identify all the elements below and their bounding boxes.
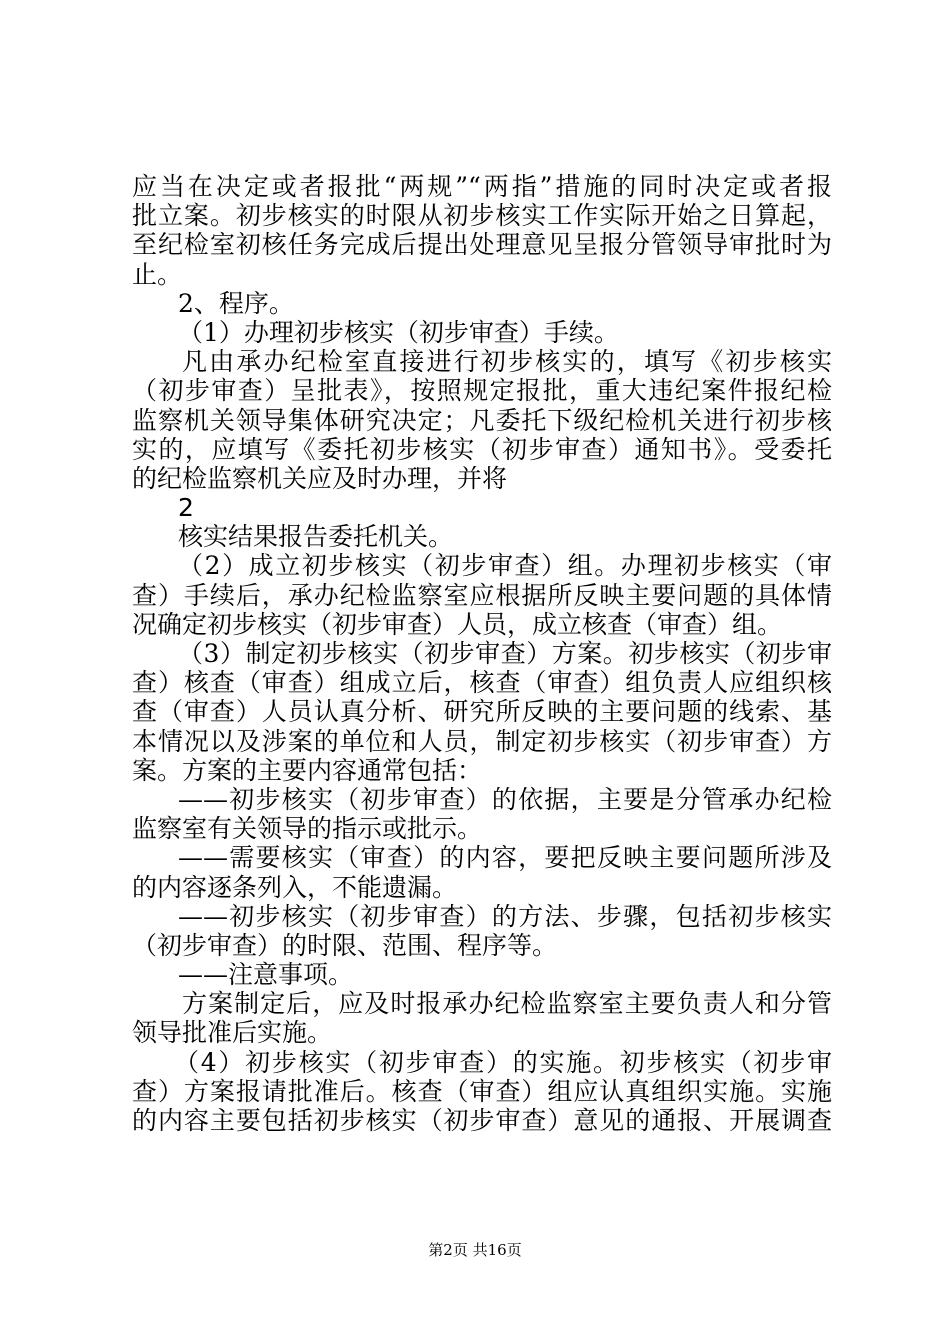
text-line: （初步审查）的时限、范围、程序等。 xyxy=(132,930,558,960)
text-line: ——初步核实（初步审查）的方法、步骤，包括初步核实 xyxy=(178,901,832,931)
text-line: 批立案。初步核实的时限从初步核实工作实际开始之日算起， xyxy=(132,201,832,231)
text-line: 凡由承办纪检室直接进行初步核实的，填写《初步核实 xyxy=(182,347,832,377)
subsection-heading: （1）办理初步核实（初步审查）手续。 xyxy=(178,317,619,347)
page-footer: 第2页 共16页 xyxy=(428,1241,522,1259)
text-line: 查）核查（审查）组成立后，核查（审查）组负责人应组织核 xyxy=(132,668,832,698)
text-line: 方案制定后，应及时报承办纪检监察室主要负责人和分管 xyxy=(182,989,832,1019)
inline-page-number: 2 xyxy=(178,493,194,523)
text-line: 监察机关领导集体研究决定；凡委托下级纪检机关进行初步核 xyxy=(132,405,832,435)
text-line: 止。 xyxy=(132,259,183,289)
text-line: 的内容主要包括初步核实（初步审查）意见的通报、开展调查 xyxy=(132,1106,832,1135)
text-line: （初步审查）呈批表》，按照规定报批，重大违纪案件报纪检 xyxy=(132,376,832,406)
text-line: ——需要核实（审查）的内容，要把反映主要问题所涉及 xyxy=(178,843,832,873)
text-line: （4）初步核实（初步审查）的实施。初步核实（初步审 xyxy=(174,1047,832,1077)
text-line: 监察室有关领导的指示或批示。 xyxy=(132,814,483,844)
text-line: 本情况以及涉案的单位和人员，制定初步核实（初步审查）方 xyxy=(132,726,832,756)
section-heading: 2、程序。 xyxy=(178,288,294,318)
text-line: 案。方案的主要内容通常包括： xyxy=(132,755,483,785)
text-line: 核实结果报告委托机关。 xyxy=(178,522,454,552)
document-body xyxy=(132,172,832,1135)
text-line: 查）手续后，承办纪检监察室应根据所反映主要问题的具体情 xyxy=(132,580,832,610)
text-line: 领导批准后实施。 xyxy=(132,1018,333,1048)
text-line: 查）方案报请批准后。核查（审查）组应认真组织实施。实施 xyxy=(132,1076,832,1106)
text-line: 的内容逐条列入，不能遗漏。 xyxy=(132,872,458,902)
text-line: （3）制定初步核实（初步审查）方案。初步核实（初步审 xyxy=(178,639,832,668)
text-line: ——注意事项。 xyxy=(178,960,354,990)
text-line: （2）成立初步核实（初步审查）组。办理初步核实（审 xyxy=(178,551,832,581)
text-line: ——初步核实（初步审查）的依据，主要是分管承办纪检 xyxy=(178,784,832,814)
text-line: 况确定初步核实（初步审查）人员，成立核查（审查）组。 xyxy=(132,609,783,639)
text-line: 的纪检监察机关应及时办理，并将 xyxy=(132,463,508,493)
text-line: 查（审查）人员认真分析、研究所反映的主要问题的线索、基 xyxy=(132,697,832,727)
text-line: 应当在决定或者报批“两规”“两指”措施的同时决定或者报 xyxy=(132,172,832,201)
text-line: 至纪检室初核任务完成后提出处理意见呈报分管领导审批时为 xyxy=(132,230,832,260)
text-line: 实的，应填写《委托初步核实（初步审查）通知书》。受委托 xyxy=(132,434,832,464)
